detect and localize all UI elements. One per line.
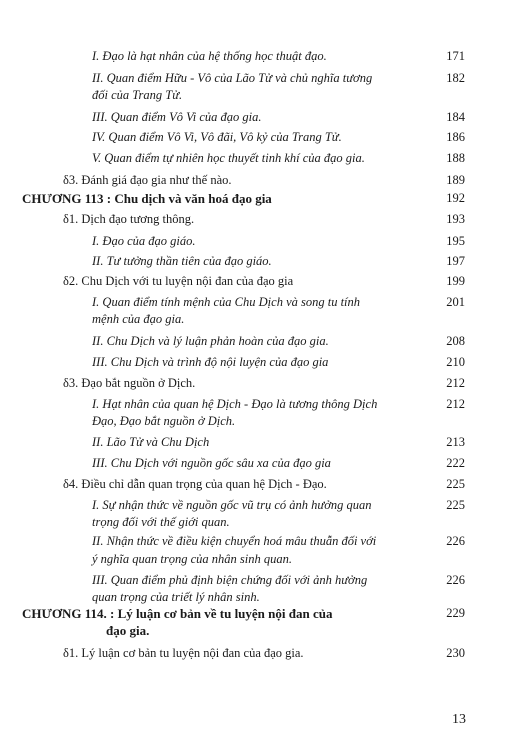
toc-entry-title: δ3. Đạo bắt nguồn ở Dịch. bbox=[63, 376, 196, 390]
toc-entry-title: trọng đối với thế giới quan. bbox=[92, 515, 230, 529]
toc-entry-page: 184 bbox=[446, 110, 465, 124]
toc-entry-title: δ1. Dịch đạo tương thông. bbox=[63, 212, 195, 226]
toc-entry-title: III. Quan điểm Vô Vi của đạo gia. bbox=[92, 110, 262, 124]
toc-entry-title: II. Tư tưởng thần tiên của đạo giáo. bbox=[92, 254, 272, 268]
toc-entry-page: 197 bbox=[446, 254, 465, 268]
toc-entry-title: CHƯƠNG 113 : Chu dịch và văn hoá đạo gia bbox=[22, 191, 272, 206]
toc-entry-title: I. Sự nhận thức về nguồn gốc vũ trụ có ảnh hưởng quan bbox=[92, 498, 372, 512]
toc-entry-title: đối của Trang Tử. bbox=[92, 88, 183, 102]
toc-entry-title: II. Lão Tử và Chu Dịch bbox=[92, 435, 210, 449]
toc-entry-title: II. Chu Dịch và lý luận phản hoàn của đạo gia. bbox=[92, 334, 329, 348]
toc-entry-title: Đạo, Đạo bắt nguồn ở Dịch. bbox=[92, 414, 236, 428]
toc-entry-title: V. Quan điểm tự nhiên học thuyết tinh khí của đạo gia. bbox=[92, 151, 365, 165]
toc-entry-page: 193 bbox=[446, 212, 465, 226]
toc-entry-page: 188 bbox=[446, 151, 465, 165]
toc-entry-page: 201 bbox=[446, 295, 465, 309]
toc-entry-title: đạo gia. bbox=[106, 623, 150, 638]
toc-entry-title: quan trọng của triết lý nhân sinh. bbox=[92, 590, 260, 604]
toc-entry-page: 213 bbox=[446, 435, 465, 449]
toc-entry-page: 210 bbox=[446, 355, 465, 369]
toc-entry-page: 189 bbox=[446, 173, 465, 187]
toc-entry-title: IV. Quan điểm Vô Vi, Vô đãi, Vô kỷ của Trang Tử. bbox=[92, 130, 342, 144]
toc-entry-page: 208 bbox=[446, 334, 465, 348]
toc-entry-page: 226 bbox=[446, 573, 465, 587]
toc-entry-page: 195 bbox=[446, 234, 465, 248]
toc-entry-title: I. Đạo của đạo giáo. bbox=[92, 234, 196, 248]
toc-entry-title: δ3. Đánh giá đạo gia như thế nào. bbox=[63, 173, 232, 187]
toc-entry-title: I. Hạt nhân của quan hệ Dịch - Đạo là tương thông Dịch bbox=[92, 397, 378, 411]
toc-entry-page: 212 bbox=[446, 376, 465, 390]
toc-entry-title: II. Nhận thức về điều kiện chuyển hoá mâu thuẫn đối với bbox=[92, 534, 377, 548]
page-number: 13 bbox=[452, 712, 466, 727]
toc-entry-title: III. Chu Dịch với nguồn gốc sâu xa của đạo gia bbox=[92, 456, 331, 470]
toc-entry-title: ý nghĩa quan trọng của nhân sinh quan. bbox=[92, 552, 292, 566]
toc-entry-title: mệnh của đạo gia. bbox=[92, 312, 185, 326]
toc-entry-page: 225 bbox=[446, 498, 465, 512]
toc-entry-page: 230 bbox=[446, 646, 465, 660]
toc-entry-page: 192 bbox=[446, 191, 465, 205]
toc-entry-title: δ2. Chu Dịch với tu luyện nội đan của đạo gia bbox=[63, 274, 294, 288]
toc-entry-page: 226 bbox=[446, 534, 465, 548]
toc-entry-page: 199 bbox=[446, 274, 465, 288]
toc-entry-title: I. Quan điểm tính mệnh của Chu Dịch và song tu tính bbox=[92, 295, 361, 309]
toc-entry-title: CHƯƠNG 114. : Lý luận cơ bản về tu luyện nội đan của bbox=[22, 606, 333, 621]
toc-entry-title: III. Quan điểm phủ định biện chứng đối với ảnh hưởng bbox=[92, 573, 368, 587]
toc-entry-page: 212 bbox=[446, 397, 465, 411]
toc-entry-title: δ4. Điều chỉ dẫn quan trọng của quan hệ Dịch - Đạo. bbox=[63, 477, 327, 491]
toc-entry-title: II. Quan điểm Hữu - Vô của Lão Tử và chủ nghĩa tương bbox=[92, 71, 373, 85]
toc-entry-title: I. Đạo là hạt nhân của hệ thống học thuật đạo. bbox=[92, 49, 327, 63]
toc-entry-page: 186 bbox=[446, 130, 465, 144]
toc-entry-page: 182 bbox=[446, 71, 465, 85]
toc-entry-page: 229 bbox=[446, 606, 465, 620]
toc-entry-title: δ1. Lý luận cơ bản tu luyện nội đan của đạo gia. bbox=[63, 646, 304, 660]
toc-entry-page: 225 bbox=[446, 477, 465, 491]
toc-entry-page: 171 bbox=[446, 49, 465, 63]
toc-entry-page: 222 bbox=[446, 456, 465, 470]
toc-entry-title: III. Chu Dịch và trình độ nội luyện của đạo gia bbox=[92, 355, 329, 369]
